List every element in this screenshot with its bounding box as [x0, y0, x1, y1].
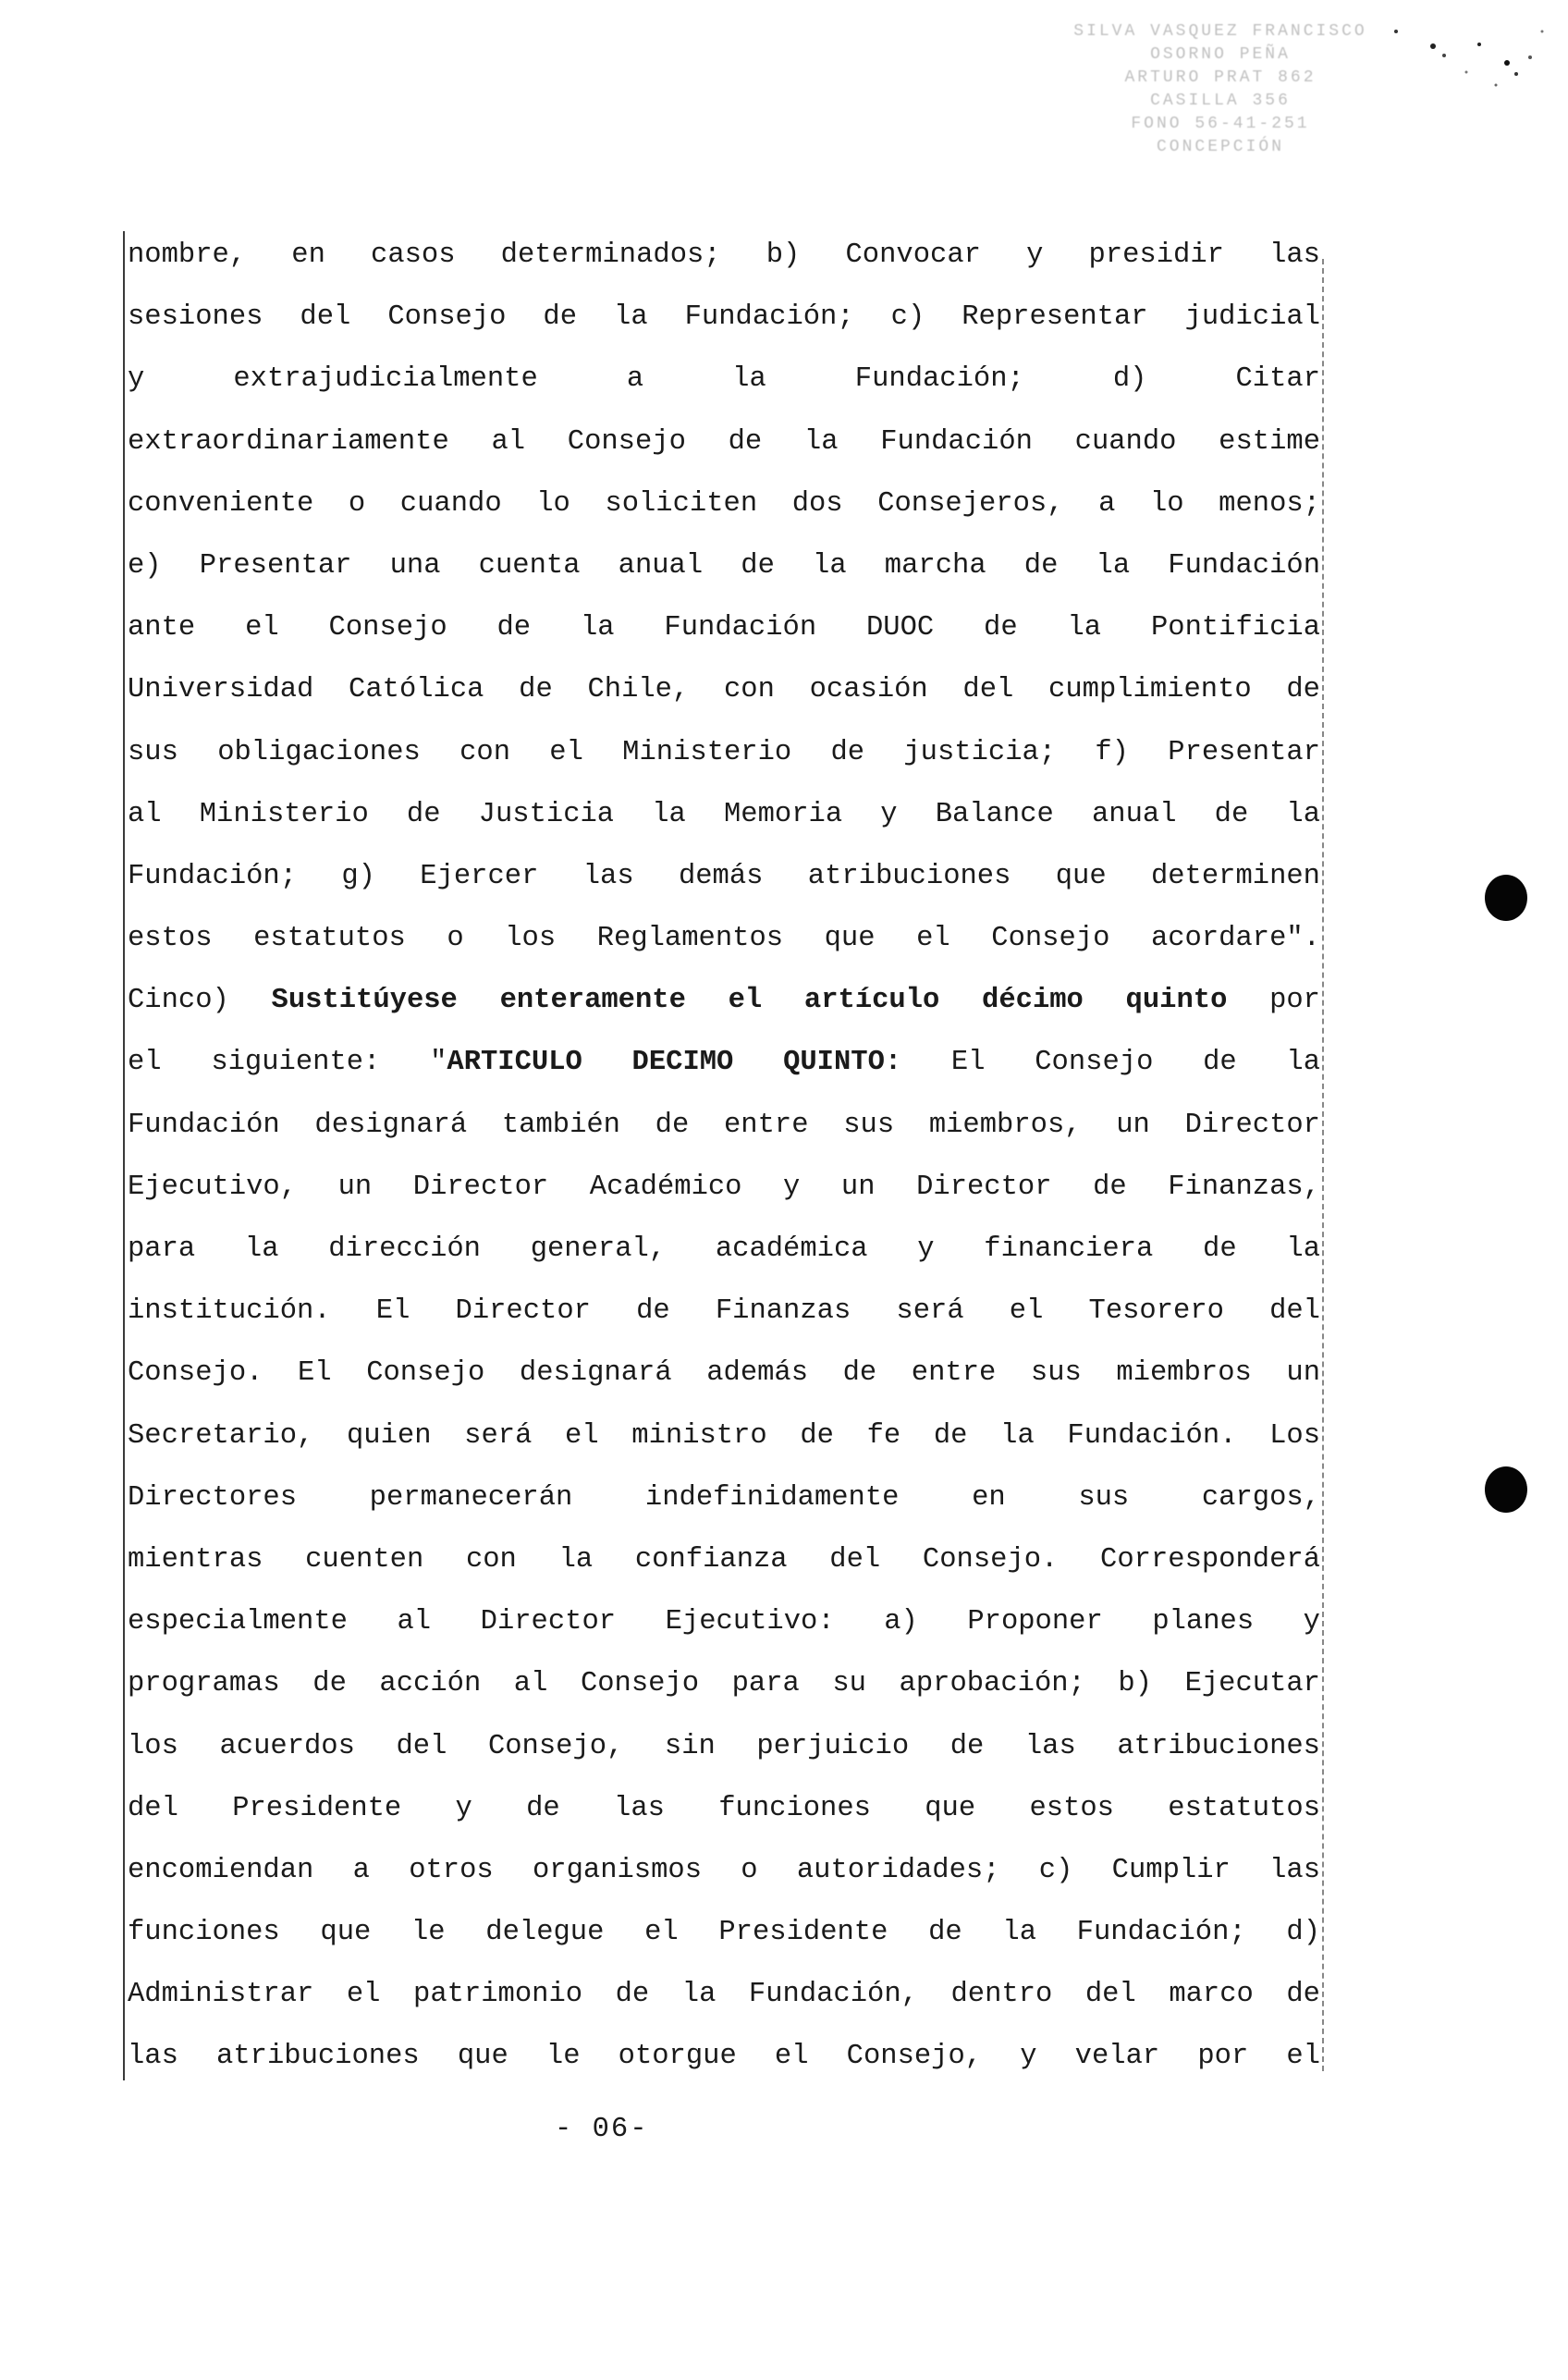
document-body — [128, 231, 1320, 2095]
text-line-content: Universidad Católica de Chile, con ocasión del cumplimiento de — [128, 674, 1320, 706]
text-line-content: para la dirección general, académica y financiera de la — [128, 1233, 1320, 1265]
text-line — [128, 1908, 1320, 1970]
text-line — [128, 1412, 1320, 1474]
text-line-content: sus obligaciones con el Ministerio de justicia; f) Presentar — [128, 736, 1320, 768]
text-line — [128, 853, 1320, 914]
text-line-content: sesiones del Consejo de la Fundación; c) Representar judicial — [128, 301, 1320, 334]
text-line — [128, 2032, 1320, 2094]
text-line-content: los acuerdos del Consejo, sin perjuicio de las atribuciones — [128, 1730, 1320, 1762]
punch-hole-top — [1485, 875, 1527, 921]
stamp-line: CONCEPCIÓN — [1156, 138, 1285, 156]
right-margin-rule — [1322, 259, 1324, 2071]
text-line-content: mientras cuenten con la confianza del Consejo. Corresponderá — [128, 1543, 1320, 1576]
text-line-content: Fundación; g) Ejercer las demás atribuciones que determinen — [128, 860, 1320, 892]
text-line-content: extraordinariamente al Consejo de la Fundación cuando estime — [128, 425, 1320, 458]
text-line — [128, 976, 1320, 1038]
bold-phrase: Sustitúyese enteramente el artículo décimo quinto — [271, 985, 1228, 1017]
text-line — [128, 791, 1320, 853]
bold-phrase: ARTICULO DECIMO QUINTO: — [447, 1047, 902, 1079]
text-line — [128, 914, 1320, 976]
text-line — [128, 542, 1320, 604]
text-line-content: e) Presentar una cuenta anual de la marcha de la Fundación — [128, 549, 1320, 582]
stamp-line: SILVA VASQUEZ FRANCISCO — [1073, 22, 1367, 41]
text-line — [128, 1225, 1320, 1287]
text-line-content: las atribuciones que le otorgue el Consejo, y velar por el — [128, 2041, 1320, 2073]
stamp-line: OSORNO PEÑA — [1150, 45, 1291, 64]
stamp-line: ARTURO PRAT 862 — [1124, 68, 1317, 87]
text-line — [128, 418, 1320, 480]
text-line-content: encomiendan a otros organismos o autoridades; c) Cumplir las — [128, 1854, 1320, 1886]
text-line-content: nombre, en casos determinados; b) Convocar y presidir las — [128, 239, 1320, 271]
text-line — [128, 1163, 1320, 1225]
text-line-content: ante el Consejo de la Fundación DUOC de la Pontificia — [128, 612, 1320, 644]
text-line — [128, 231, 1320, 293]
punch-hole-bottom — [1485, 1466, 1527, 1513]
text-line-content: Administrar el patrimonio de la Fundación, dentro del marco de — [128, 1979, 1320, 2011]
text-line-content: Secretario, quien será el ministro de fe de la Fundación. Los — [128, 1419, 1320, 1452]
text-line-content: Fundación designará también de entre sus miembros, un Director — [128, 1109, 1320, 1141]
text-line — [128, 293, 1320, 355]
text-line-content: el siguiente: "ARTICULO DECIMO QUINTO: El Consejo de la — [128, 1047, 1321, 1079]
text-line — [128, 1660, 1320, 1722]
text-line — [128, 355, 1320, 417]
text-line-content: especialmente al Director Ejecutivo: a) Proponer planes y — [128, 1606, 1320, 1638]
stamp-line: CASILLA 356 — [1150, 92, 1291, 110]
text-line — [128, 1349, 1320, 1411]
text-line-content: y extrajudicialmente a la Fundación; d) Citar — [128, 363, 1320, 396]
text-line-content: Directores permanecerán indefinidamente en sus cargos, — [128, 1481, 1320, 1514]
text-line — [128, 480, 1320, 542]
text-line-content: del Presidente y de las funciones que estos estatutos — [128, 1792, 1320, 1824]
text-line — [128, 1785, 1320, 1846]
text-line-content: programas de acción al Consejo para su aprobación; b) Ejecutar — [128, 1668, 1320, 1700]
text-line — [128, 1846, 1320, 1908]
text-line — [128, 729, 1320, 791]
text-line-content: conveniente o cuando lo soliciten dos Consejeros, a lo menos; — [128, 487, 1320, 520]
page-number: - 06- — [555, 2114, 649, 2145]
text-line-content: al Ministerio de Justicia la Memoria y Balance anual de la — [128, 798, 1320, 830]
text-line — [128, 1038, 1320, 1100]
text-line — [128, 1598, 1320, 1660]
text-line — [128, 1536, 1320, 1598]
text-line — [128, 1101, 1320, 1163]
stamp-line: FONO 56-41-251 — [1131, 115, 1310, 133]
text-line-content: estos estatutos o los Reglamentos que el Consejo acordare". — [128, 923, 1320, 955]
text-line-content: Ejecutivo, un Director Académico y un Director de Finanzas, — [128, 1171, 1320, 1203]
left-margin-rule — [123, 231, 125, 2080]
text-line — [128, 666, 1320, 728]
text-line — [128, 1474, 1320, 1536]
text-line-content: funciones que le delegue el Presidente de la Fundación; d) — [128, 1917, 1320, 1949]
text-line — [128, 1287, 1320, 1349]
text-line — [128, 604, 1320, 666]
text-line-content: institución. El Director de Finanzas será el Tesorero del — [128, 1295, 1320, 1328]
text-line-content: Consejo. El Consejo designará además de entre sus miembros un — [128, 1357, 1320, 1390]
text-line — [128, 1723, 1320, 1785]
stamp-ink-specks — [1378, 18, 1553, 129]
text-line-content: Cinco) Sustitúyese enteramente el artículo décimo quinto por — [128, 985, 1320, 1017]
text-line — [128, 1970, 1320, 2032]
